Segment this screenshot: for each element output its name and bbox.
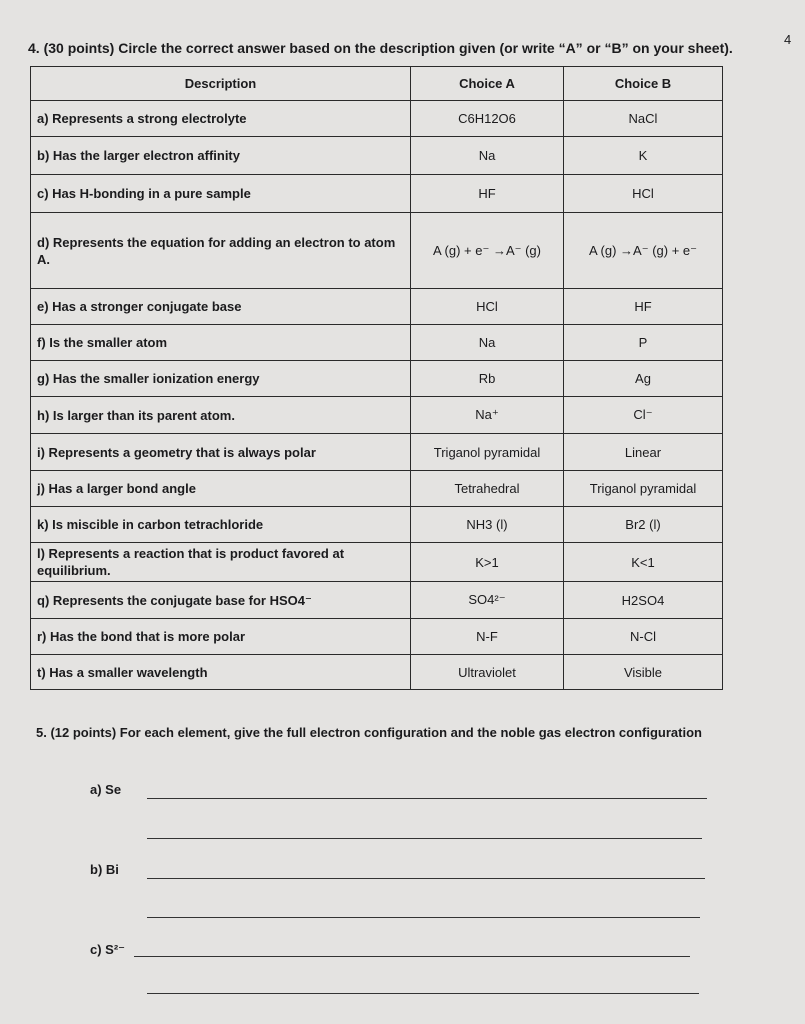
table-row: [31, 434, 723, 471]
choice-a-cell[interactable]: NH3 (l): [411, 507, 564, 543]
table-row: [31, 325, 723, 361]
row-description: q) Represents the conjugate base for HSO4⁻: [31, 582, 411, 619]
table-row: [31, 397, 723, 434]
choice-b-cell[interactable]: P: [564, 325, 723, 361]
choice-a-cell[interactable]: Tetrahedral: [411, 471, 564, 507]
table-row: [31, 175, 723, 213]
table-row: [31, 471, 723, 507]
choice-a-cell[interactable]: Rb: [411, 361, 564, 397]
row-description: g) Has the smaller ionization energy: [31, 361, 411, 397]
choice-a-cell[interactable]: Ultraviolet: [411, 655, 564, 690]
choice-b-cell[interactable]: H2SO4: [564, 582, 723, 619]
choice-b-cell[interactable]: Br2 (l): [564, 507, 723, 543]
answer-line[interactable]: [147, 878, 705, 879]
row-description: a) Represents a strong electrolyte: [31, 101, 411, 137]
answer-line[interactable]: [147, 993, 699, 994]
choice-a-cell[interactable]: SO4²⁻: [411, 582, 564, 619]
row-description: f) Is the smaller atom: [31, 325, 411, 361]
choice-a-cell[interactable]: K>1: [411, 543, 564, 582]
row-description: b) Has the larger electron affinity: [31, 137, 411, 175]
element-label-se: a) Se: [90, 782, 122, 797]
table-row: [31, 361, 723, 397]
choice-b-cell[interactable]: Visible: [564, 655, 723, 690]
choice-b-cell[interactable]: Linear: [564, 434, 723, 471]
choice-b-cell[interactable]: Triganol pyramidal: [564, 471, 723, 507]
choice-a-cell[interactable]: Na⁺: [411, 397, 564, 434]
table-row: [31, 137, 723, 175]
row-description: r) Has the bond that is more polar: [31, 619, 411, 655]
choice-a-cell[interactable]: C6H12O6: [411, 101, 564, 137]
row-description: e) Has a stronger conjugate base: [31, 289, 411, 325]
choice-b-cell[interactable]: K: [564, 137, 723, 175]
table-row: [31, 507, 723, 543]
row-description: j) Has a larger bond angle: [31, 471, 411, 507]
row-description: h) Is larger than its parent atom.: [31, 397, 411, 434]
table-row: [31, 619, 723, 655]
element-label-bi: b) Bi: [90, 862, 119, 877]
table-row: [31, 582, 723, 619]
row-description: l) Represents a reaction that is product favored at equilibrium.: [31, 543, 411, 582]
row-description: d) Represents the equation for adding an electron to atom A.: [31, 213, 411, 289]
header-choice-a: Choice A: [411, 67, 564, 101]
page-number: 4: [784, 32, 792, 47]
table-row: [31, 213, 723, 289]
row-description: c) Has H-bonding in a pure sample: [31, 175, 411, 213]
choice-a-cell[interactable]: Triganol pyramidal: [411, 434, 564, 471]
table-row: [31, 543, 723, 582]
choice-a-cell[interactable]: N-F: [411, 619, 564, 655]
choice-b-cell[interactable]: A (g) →A⁻ (g) + e⁻: [564, 213, 723, 289]
choice-a-cell[interactable]: Na: [411, 325, 564, 361]
row-description: i) Represents a geometry that is always polar: [31, 434, 411, 471]
choice-a-cell[interactable]: HCl: [411, 289, 564, 325]
answer-line[interactable]: [147, 838, 702, 839]
table-row: [31, 289, 723, 325]
header-description: Description: [31, 67, 411, 101]
question-4-title: 4. (30 points) Circle the correct answer based on the description given (or write “A” or “B” on your sheet).: [28, 40, 733, 56]
choice-b-cell[interactable]: HF: [564, 289, 723, 325]
row-description: k) Is miscible in carbon tetrachloride: [31, 507, 411, 543]
question-5-title: 5. (12 points) For each element, give the full electron configuration and the noble gas electron configuration: [36, 725, 702, 740]
choice-b-cell[interactable]: HCl: [564, 175, 723, 213]
table-row: [31, 101, 723, 137]
multiple-choice-table: [30, 66, 723, 690]
choice-a-cell[interactable]: A (g) + e⁻ →A⁻ (g): [411, 213, 564, 289]
choice-a-cell[interactable]: HF: [411, 175, 564, 213]
choice-b-cell[interactable]: Ag: [564, 361, 723, 397]
choice-b-cell[interactable]: K<1: [564, 543, 723, 582]
answer-line[interactable]: [134, 956, 690, 957]
choice-b-cell[interactable]: Cl⁻: [564, 397, 723, 434]
table-row: [31, 655, 723, 690]
header-choice-b: Choice B: [564, 67, 723, 101]
choice-b-cell[interactable]: N-Cl: [564, 619, 723, 655]
answer-line[interactable]: [147, 798, 707, 799]
choice-b-cell[interactable]: NaCl: [564, 101, 723, 137]
answer-line[interactable]: [147, 917, 700, 918]
row-description: t) Has a smaller wavelength: [31, 655, 411, 690]
element-label-s2: c) S²⁻: [90, 942, 126, 957]
choice-a-cell[interactable]: Na: [411, 137, 564, 175]
